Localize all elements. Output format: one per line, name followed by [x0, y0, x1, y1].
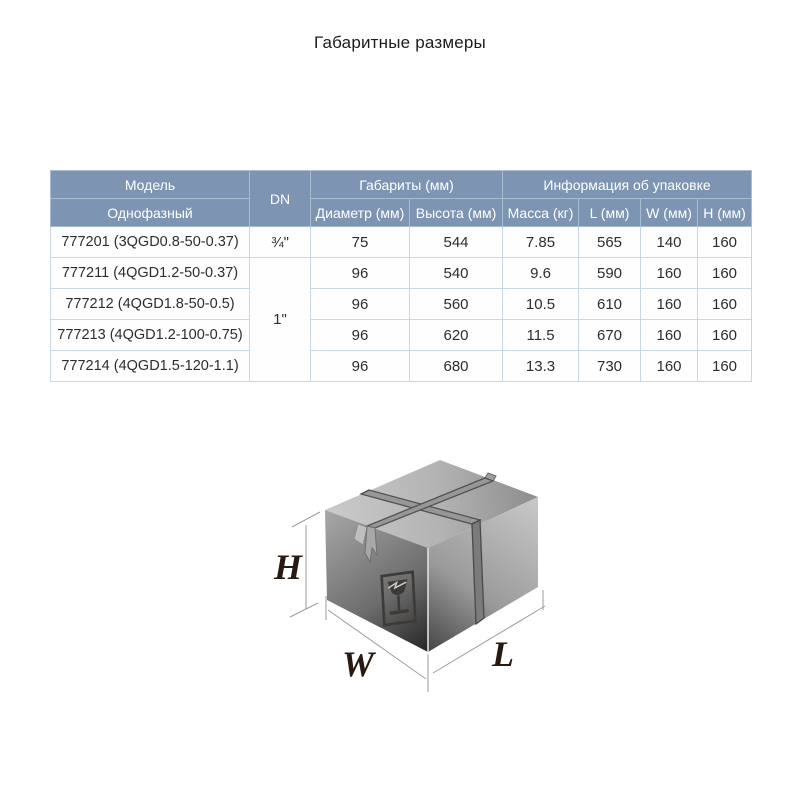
cell-diameter: 96 [311, 351, 410, 382]
cell-w: 160 [641, 258, 698, 289]
cell-l: 610 [579, 289, 641, 320]
table-row [51, 320, 752, 351]
header-row-columns [51, 199, 752, 227]
header-row-groups [51, 171, 752, 199]
cell-mass: 13.3 [503, 351, 579, 382]
cell-l: 730 [579, 351, 641, 382]
cell-height: 544 [410, 227, 503, 258]
cell-diameter: 75 [311, 227, 410, 258]
cell-diameter: 96 [311, 289, 410, 320]
cell-height: 620 [410, 320, 503, 351]
cell-w: 160 [641, 289, 698, 320]
cell-l: 565 [579, 227, 641, 258]
table-header [51, 171, 752, 227]
col-header-w: W (мм) [641, 199, 698, 227]
page-title: Габаритные размеры [314, 33, 486, 52]
cell-dn: ¾" [250, 227, 311, 258]
cell-model: 777201 (3QGD0.8-50-0.37) [51, 227, 250, 258]
cell-diameter: 96 [311, 320, 410, 351]
cell-h: 160 [698, 320, 752, 351]
height-dimension-label: H [273, 547, 303, 587]
col-header-height: Высота (мм) [410, 199, 503, 227]
cell-w: 160 [641, 351, 698, 382]
col-header-model-sub: Однофазный [51, 199, 250, 227]
cell-dn: 1" [250, 258, 311, 382]
cell-mass: 10.5 [503, 289, 579, 320]
dimensions-table [50, 170, 752, 382]
cell-diameter: 96 [311, 258, 410, 289]
cell-height: 680 [410, 351, 503, 382]
col-header-diameter: Диаметр (мм) [311, 199, 410, 227]
cell-w: 160 [641, 320, 698, 351]
cell-l: 670 [579, 320, 641, 351]
table-row [51, 289, 752, 320]
cell-mass: 7.85 [503, 227, 579, 258]
col-header-l: L (мм) [579, 199, 641, 227]
col-header-h: H (мм) [698, 199, 752, 227]
length-dimension-label: L [492, 634, 514, 674]
col-header-dn: DN [250, 171, 311, 227]
col-group-package: Информация об упаковке [503, 171, 752, 199]
col-header-model: Модель [51, 171, 250, 199]
cell-h: 160 [698, 289, 752, 320]
cell-h: 160 [698, 227, 752, 258]
cell-height: 540 [410, 258, 503, 289]
table-row [51, 227, 752, 258]
cell-mass: 9.6 [503, 258, 579, 289]
spec-table-body [51, 227, 752, 382]
table-row [51, 258, 752, 289]
cell-l: 590 [579, 258, 641, 289]
table-row [51, 351, 752, 382]
cell-height: 560 [410, 289, 503, 320]
col-header-mass: Масса (кг) [503, 199, 579, 227]
cell-model: 777212 (4QGD1.8-50-0.5) [51, 289, 250, 320]
cell-w: 140 [641, 227, 698, 258]
col-group-dimensions: Габариты (мм) [311, 171, 503, 199]
package-box-illustration [250, 440, 580, 710]
cell-model: 777211 (4QGD1.2-50-0.37) [51, 258, 250, 289]
cell-model: 777214 (4QGD1.5-120-1.1) [51, 351, 250, 382]
cell-h: 160 [698, 258, 752, 289]
width-dimension-label: W [341, 644, 375, 684]
cell-mass: 11.5 [503, 320, 579, 351]
cell-model: 777213 (4QGD1.2-100-0.75) [51, 320, 250, 351]
cell-h: 160 [698, 351, 752, 382]
